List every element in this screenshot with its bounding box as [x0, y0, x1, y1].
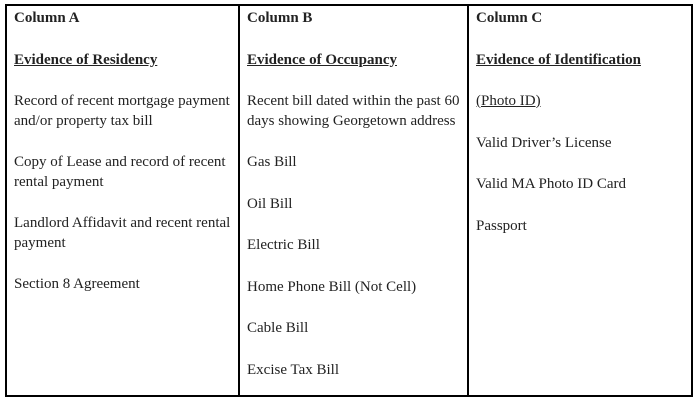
list-item: Oil Bill — [247, 195, 293, 212]
photo-id-note: (Photo ID) — [476, 93, 541, 109]
list-item: Valid MA Photo ID Card — [476, 176, 626, 192]
column-b-list — [247, 92, 463, 380]
column-a — [7, 6, 238, 395]
list-item: Home Phone Bill (Not Cell) — [247, 278, 417, 295]
column-a-subheading: Evidence of Residency — [14, 51, 158, 68]
column-c-heading: Column C — [476, 10, 543, 26]
list-item: Recent bill dated within the past 60 days showing Georgetown address — [247, 93, 460, 129]
column-c — [467, 6, 691, 395]
list-item: Electric Bill — [247, 237, 320, 253]
column-a-heading: Column A — [14, 10, 80, 26]
column-c-subheading: Evidence of Identification — [476, 51, 641, 68]
list-item: Passport — [476, 217, 527, 234]
list-item: Landlord Affidavit and recent rental payment — [14, 215, 231, 251]
column-b-heading: Column B — [247, 10, 313, 26]
list-item: Cable Bill — [247, 320, 309, 336]
list-item: Excise Tax Bill — [247, 361, 339, 378]
list-item: Gas Bill — [247, 154, 297, 170]
column-a-list — [14, 92, 234, 295]
list-item: Copy of Lease and record of recent rental payment — [14, 154, 226, 190]
column-c-list — [476, 134, 687, 237]
column-b — [238, 6, 467, 395]
list-item: Valid Driver’s License — [476, 134, 612, 151]
document-requirements-table — [5, 4, 693, 397]
column-b-subheading: Evidence of Occupancy — [247, 51, 397, 68]
list-item: Section 8 Agreement — [14, 276, 140, 292]
list-item: Record of recent mortgage payment and/or property tax bill — [14, 93, 230, 129]
